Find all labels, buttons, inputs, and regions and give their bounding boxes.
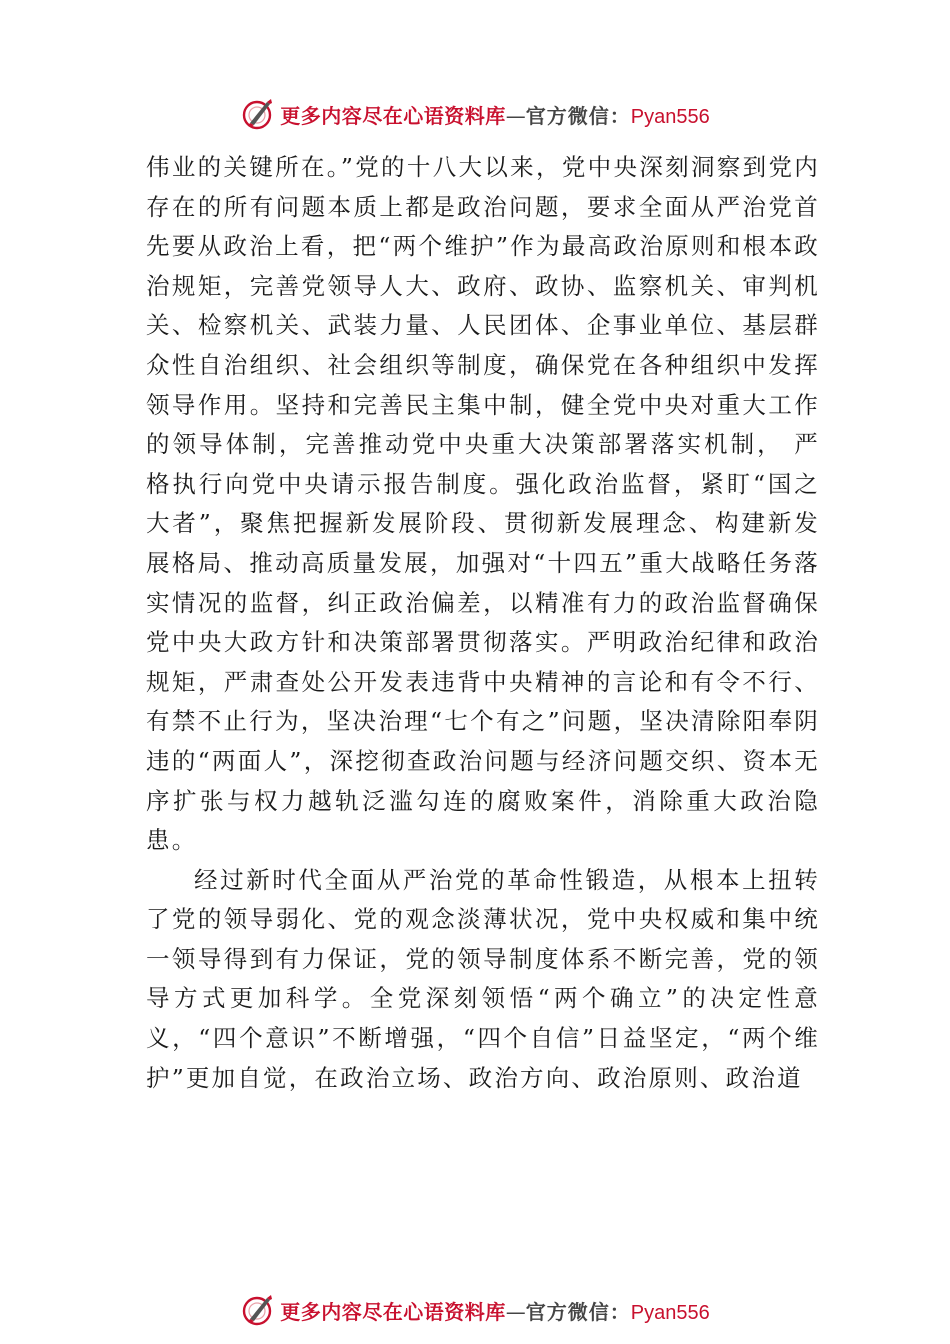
footer-wechat-label: 官方微信： bbox=[525, 1299, 631, 1324]
brand-logo-icon bbox=[240, 96, 276, 132]
header-separator: — bbox=[505, 103, 526, 128]
header-wechat-label: 官方微信： bbox=[525, 103, 631, 128]
paragraph-continued: 伟业的关键所在。”党的十八大以来，党中央深刻洞察到党内存在的所有问题本质上都是政治问题，要求全面从严治党首先要从政治上看，把“两个维护”作为最高政治原则和根本政治规矩，完善党领导人大、政府、政协、监察机关、审判机关、检察机关、武装力量、人民团体、企事业单位、基层群众性自治组织、社会组织等制度，确保党在各种组织中发挥领导作用。坚持和完善民主集中制，健全党中央对重大工作的领导体制，完善推动党中央重大决策部署落实机制， 严格执行向党中央请示报告制度。强化政治监督，紧盯“国之大者”，聚焦把握新发展阶段、贯彻新发展理念、构建新发展格局、推动高质量发展，加强对“十四五”重大战略任务落实情况的监督，纠正政治偏差，以精准有力的政治监督确保党中央大政方针和决策部署贯彻落实。严明政治纪律和政治规矩，严肃查处公开发表违背中央精神的言论和有令不行、有禁不止行为，坚决治理“七个有之”问题，坚决清除阳奉阴违的“两面人”，深挖彻查政治问题与经济问题交织、资本无序扩张与权力越轨泛滥勾连的腐败案件，消除重大政治隐患。 bbox=[146, 153, 820, 855]
footer-banner-text bbox=[280, 1296, 709, 1325]
header-brand: 更多内容尽在心语资料库 bbox=[280, 103, 506, 128]
footer-wechat-id: Pyan556 bbox=[630, 1301, 710, 1324]
brand-logo-icon bbox=[240, 1292, 276, 1328]
document-body bbox=[146, 148, 820, 1098]
paragraph: 经过新时代全面从严治党的革命性锻造，从根本上扭转了党的领导弱化、党的观念淡薄状况，党中央权威和集中统一领导得到有力保证，党的领导制度体系不断完善，党的领导方式更加科学。全党深刻领悟“两个确立”的决定性意义，“四个意识”不断增强，“四个自信”日益坚定，“两个维护”更加自觉，在政治立场、政治方向、政治原则、政治道 bbox=[146, 865, 820, 1092]
footer-banner bbox=[0, 1290, 950, 1330]
footer-separator: — bbox=[505, 1299, 526, 1324]
header-wechat-id: Pyan556 bbox=[630, 105, 710, 128]
header-banner bbox=[0, 94, 950, 134]
header-banner-text bbox=[280, 100, 709, 129]
footer-brand: 更多内容尽在心语资料库 bbox=[280, 1299, 506, 1324]
